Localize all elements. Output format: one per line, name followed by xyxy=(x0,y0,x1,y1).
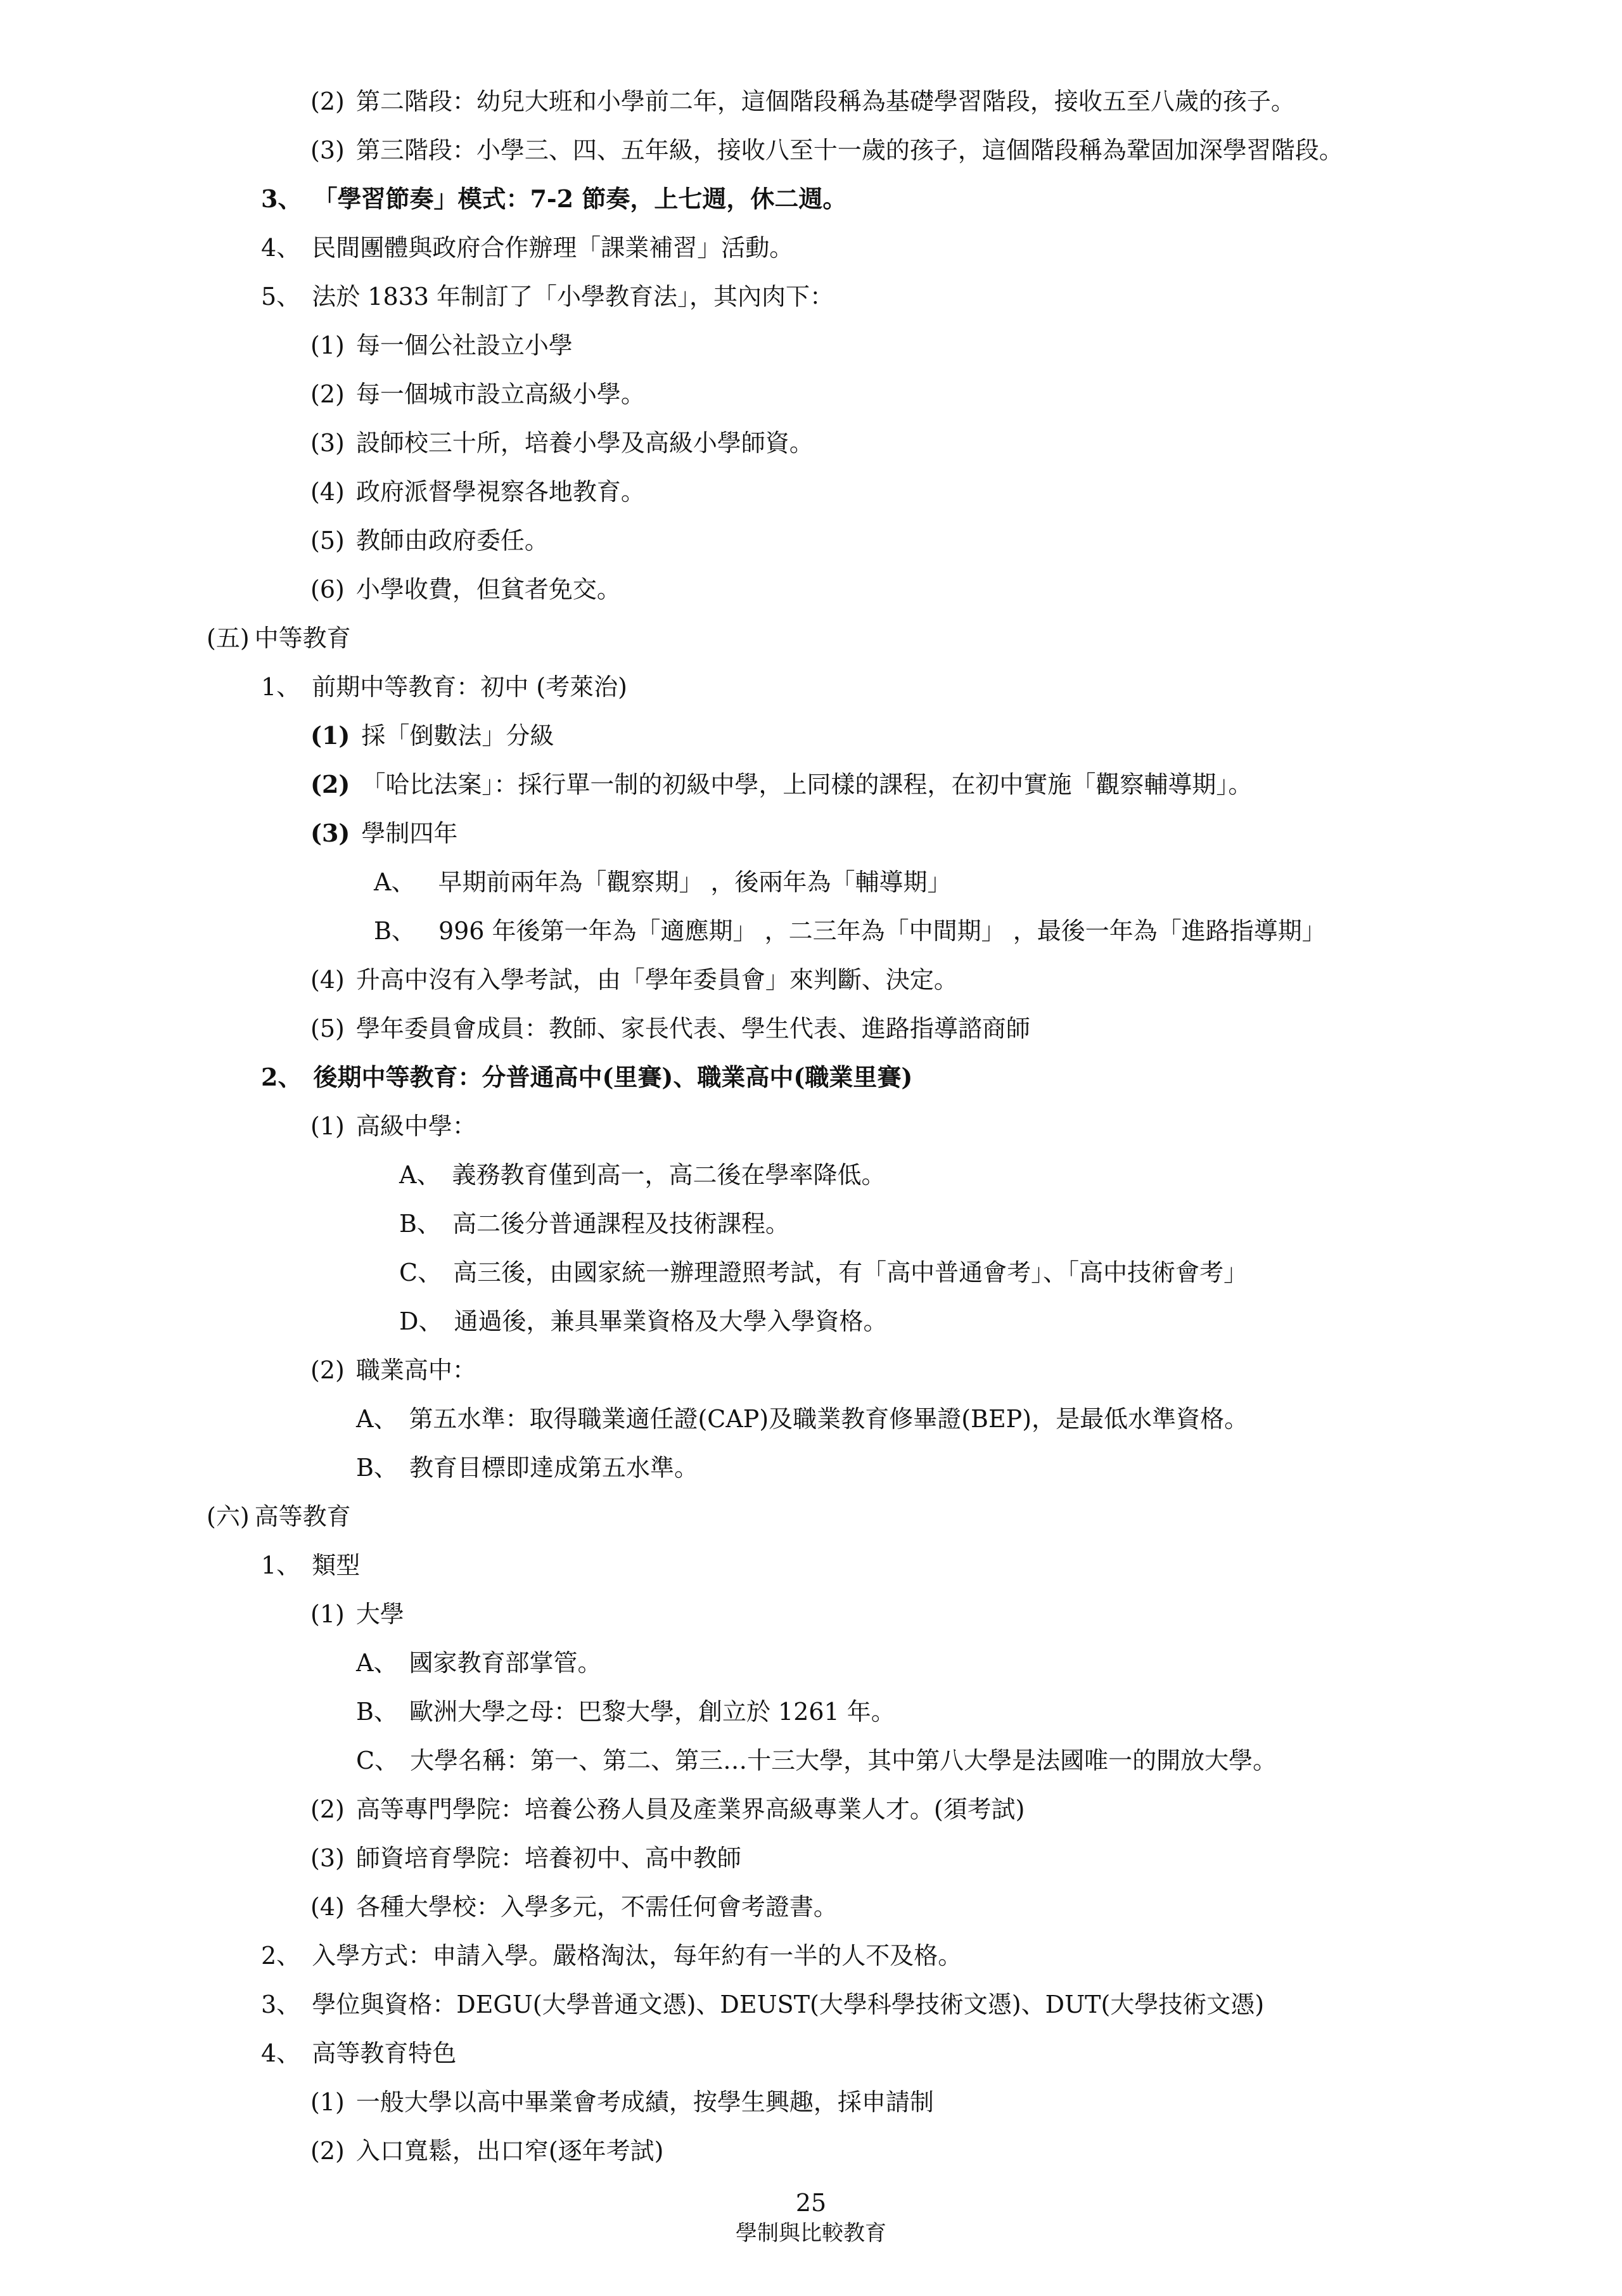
footer-title: 學制與比較教育 xyxy=(736,2221,886,2246)
item-text: 學制四年 xyxy=(361,819,458,847)
item-number: 4、 xyxy=(261,234,301,262)
item-number: (2) xyxy=(310,87,345,115)
item-number: (4) xyxy=(310,1893,345,1921)
item-number: (3) xyxy=(310,136,345,164)
item-text: 入口寬鬆，出口窄(逐年考試) xyxy=(355,2137,664,2165)
list-item xyxy=(310,818,457,849)
list-item xyxy=(310,721,554,751)
item-text: 學年委員會成員：教師、家長代表、學生代表、進路指導諮商師 xyxy=(355,1015,1030,1042)
item-number: (2) xyxy=(310,380,345,408)
list-item xyxy=(261,1550,360,1581)
item-text: 996 年後第一年為「適應期」 ，二三年為「中間期」 ，最後一年為「進路指導期」 xyxy=(438,917,1326,945)
item-text: 義務教育僅到高一，高二後在學率降低。 xyxy=(452,1161,886,1189)
item-text: 高級中學： xyxy=(355,1112,476,1140)
item-text: 第二階段：幼兒大班和小學前二年，這個階段稱為基礎學習階段，接收五至八歲的孩子。 xyxy=(355,87,1295,115)
item-text: 職業高中： xyxy=(355,1356,476,1384)
item-text: 第三階段：小學三、四、五年級，接收八至十一歲的孩子，這個階段稱為鞏固加深學習階段。 xyxy=(355,136,1343,164)
item-number: (1) xyxy=(310,331,345,359)
list-item xyxy=(356,1696,895,1727)
item-text: 教師由政府委任。 xyxy=(355,527,549,555)
item-text: 小學收費，但貧者免交。 xyxy=(355,575,621,603)
list-item xyxy=(261,1062,912,1093)
section-title: 高等教育 xyxy=(254,1503,351,1530)
item-text: 民間團體與政府合作辦理「課業補習」活動。 xyxy=(312,234,794,262)
item-number: (5) xyxy=(310,1015,345,1042)
list-item xyxy=(310,574,621,605)
list-item xyxy=(261,233,793,263)
list-item xyxy=(310,965,958,995)
item-number: (3) xyxy=(310,1844,345,1872)
list-item xyxy=(310,1111,476,1141)
list-item xyxy=(356,1404,1248,1434)
item-text: 法於 1833 年制訂了「小學教育法」，其內肉下： xyxy=(312,283,834,311)
item-number: (2) xyxy=(310,2137,345,2165)
list-item xyxy=(310,2136,663,2166)
item-number: 4、 xyxy=(261,2039,301,2067)
item-number: (4) xyxy=(310,966,345,994)
item-number: 1、 xyxy=(261,1551,301,1579)
item-text: 前期中等教育：初中 (考萊治) xyxy=(312,673,627,701)
item-number: 1、 xyxy=(261,673,301,701)
section-heading xyxy=(207,623,351,653)
item-number: 3、 xyxy=(261,1991,301,2018)
item-number: (2) xyxy=(310,1356,345,1384)
item-text: 高等專門學院：培養公務人員及產業界高級專業人才。(須考試) xyxy=(355,1795,1025,1823)
item-text: 國家教育部掌管。 xyxy=(409,1649,602,1677)
item-text: 每一個公社設立小學 xyxy=(355,331,573,359)
item-text: 高等教育特色 xyxy=(312,2039,457,2067)
item-text: 高二後分普通課程及技術課程。 xyxy=(452,1210,789,1238)
item-text: 教育目標即達成第五水準。 xyxy=(409,1454,698,1482)
item-number: A、 xyxy=(356,1649,398,1677)
section-number: (六) xyxy=(207,1503,250,1530)
item-text: 一般大學以高中畢業會考成績，按學生興趣，採申請制 xyxy=(355,2088,934,2116)
list-item xyxy=(356,1453,698,1483)
item-number: 2、 xyxy=(261,1063,302,1091)
list-item xyxy=(310,1013,1030,1044)
item-text: 大學 xyxy=(355,1600,404,1628)
item-text: 政府派督學視察各地教育。 xyxy=(355,478,645,506)
item-number: B、 xyxy=(399,1210,441,1238)
list-item xyxy=(310,428,814,458)
item-text: 學位與資格：DEGU(大學普通文憑)、DEUST(大學科學技術文憑)、DUT(大學技術文憑) xyxy=(312,1991,1265,2018)
list-item xyxy=(310,1843,741,1873)
item-number: 3、 xyxy=(261,184,302,213)
list-item xyxy=(399,1257,1248,1288)
list-item xyxy=(356,1745,1277,1776)
item-number: (3) xyxy=(310,429,345,457)
item-text: 通過後，兼具畢業資格及大學入學資格。 xyxy=(454,1307,888,1335)
list-item xyxy=(310,379,645,409)
list-item xyxy=(310,86,1295,117)
item-number: (2) xyxy=(310,770,350,798)
list-item xyxy=(261,1989,1264,2020)
item-number: C、 xyxy=(399,1259,442,1286)
list-item xyxy=(399,1306,887,1337)
item-text: 設師校三十所，培養小學及高級小學師資。 xyxy=(355,429,814,457)
item-number: (5) xyxy=(310,527,345,555)
list-item xyxy=(399,1209,789,1239)
list-item xyxy=(356,1648,601,1678)
list-item xyxy=(374,916,1326,946)
item-text: 師資培育學院：培養初中、高中教師 xyxy=(355,1844,741,1872)
list-item xyxy=(310,1892,838,1922)
list-item xyxy=(261,672,627,702)
list-item xyxy=(310,477,645,507)
item-number: C、 xyxy=(356,1747,399,1774)
section-title: 中等教育 xyxy=(254,624,351,652)
section-number: (五) xyxy=(207,624,250,652)
item-number: A、 xyxy=(399,1161,441,1189)
list-item xyxy=(310,1599,404,1629)
item-number: (1) xyxy=(310,2088,345,2116)
list-item xyxy=(261,281,834,312)
page-number: 25 xyxy=(795,2189,827,2217)
item-number: A、 xyxy=(374,868,416,896)
list-item xyxy=(310,2087,934,2117)
item-number: (4) xyxy=(310,478,345,506)
item-number: B、 xyxy=(356,1454,398,1482)
item-text: 後期中等教育：分普通高中(里賽)、職業高中(職業里賽) xyxy=(313,1063,913,1091)
item-number: 2、 xyxy=(261,1942,301,1970)
item-number: A、 xyxy=(356,1405,398,1433)
item-text: 升高中沒有入學考試，由「學年委員會」來判斷、決定。 xyxy=(355,966,958,994)
item-text: 大學名稱：第一、第二、第三…十三大學，其中第八大學是法國唯一的開放大學。 xyxy=(410,1747,1277,1774)
item-number: D、 xyxy=(399,1307,443,1335)
section-heading xyxy=(207,1501,351,1532)
item-number: (3) xyxy=(310,819,350,847)
list-item xyxy=(261,1940,962,1971)
list-item xyxy=(310,135,1343,165)
item-text: 入學方式：申請入學。嚴格淘汰，每年約有一半的人不及格。 xyxy=(312,1942,962,1970)
list-item xyxy=(374,867,952,897)
item-number: (6) xyxy=(310,575,345,603)
item-text: 採「倒數法」分級 xyxy=(361,722,554,750)
item-text: 「哈比法案」：採行單一制的初級中學，上同樣的課程，在初中實施「觀察輔導期」。 xyxy=(361,771,1253,798)
list-item xyxy=(261,2038,456,2068)
list-item xyxy=(310,1794,1025,1825)
item-number: B、 xyxy=(356,1698,398,1726)
item-text: 高三後，由國家統一辦理證照考試，有「高中普通會考」、「高中技術會考」 xyxy=(453,1259,1248,1286)
list-item xyxy=(261,184,846,214)
item-text: 歐洲大學之母：巴黎大學，創立於 1261 年。 xyxy=(409,1698,895,1726)
item-text: 每一個城市設立高級小學。 xyxy=(355,380,645,408)
list-item xyxy=(310,525,549,556)
item-number: (2) xyxy=(310,1795,345,1823)
list-item xyxy=(310,1355,476,1385)
item-text: 各種大學校：入學多元，不需任何會考證書。 xyxy=(355,1893,838,1921)
item-number: B、 xyxy=(374,917,416,945)
item-number: (1) xyxy=(310,1112,345,1140)
item-number: (1) xyxy=(310,1600,345,1628)
item-text: 「學習節奏」模式：7-2 節奏，上七週，休二週。 xyxy=(313,184,847,213)
item-number: (1) xyxy=(310,721,350,750)
list-item xyxy=(310,769,1252,800)
item-text: 早期前兩年為「觀察期」 ，後兩年為「輔導期」 xyxy=(438,868,952,896)
item-text: 第五水準：取得職業適任證(CAP)及職業教育修畢證(BEP)，是最低水準資格。 xyxy=(409,1405,1249,1433)
item-text: 類型 xyxy=(312,1551,361,1579)
item-number: 5、 xyxy=(261,283,301,311)
list-item xyxy=(399,1160,885,1190)
list-item xyxy=(310,330,573,361)
